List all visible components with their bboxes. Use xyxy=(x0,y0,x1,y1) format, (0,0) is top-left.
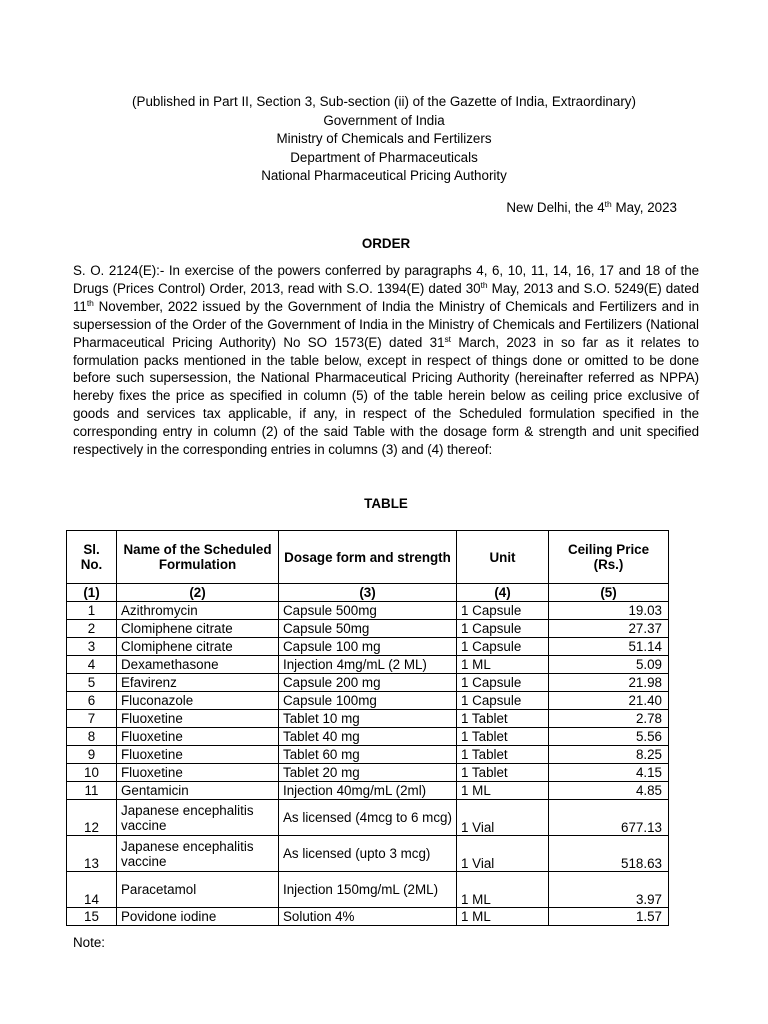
header-formulation: Name of the Scheduled Formulation xyxy=(117,531,279,584)
dosage-cell: As licensed (upto 3 mcg) xyxy=(279,836,457,872)
table-row xyxy=(67,710,669,728)
table-row xyxy=(67,800,669,836)
header-unit: Unit xyxy=(457,531,549,584)
document-header xyxy=(0,93,768,186)
formulation-cell: Fluconazole xyxy=(117,692,279,710)
unit-cell: 1 Capsule xyxy=(457,638,549,656)
dosage-cell: As licensed (4mcg to 6 mcg) xyxy=(279,800,457,836)
table-row xyxy=(67,692,669,710)
unit-cell: 1 Tablet xyxy=(457,728,549,746)
order-text-2: May, 2013 and S.O. 5249(E) dated 11 xyxy=(73,280,699,314)
price-cell: 27.37 xyxy=(549,620,669,638)
price-cell: 19.03 xyxy=(549,602,669,620)
dosage-cell: Capsule 50mg xyxy=(279,620,457,638)
publication-line: (Published in Part II, Section 3, Sub-section (ii) of the Gazette of India, Extraordinary) xyxy=(132,94,636,109)
sl-no-cell: 14 xyxy=(67,872,117,908)
col-number: (3) xyxy=(279,584,457,602)
sl-no-cell: 9 xyxy=(67,746,117,764)
table-row xyxy=(67,620,669,638)
unit-cell: 1 Capsule xyxy=(457,674,549,692)
dateline-prefix: New Delhi, the 4 xyxy=(506,200,605,215)
dosage-cell: Capsule 200 mg xyxy=(279,674,457,692)
dateline-suffix: May, 2023 xyxy=(611,200,677,215)
price-cell: 2.78 xyxy=(549,710,669,728)
formulation-cell: Fluoxetine xyxy=(117,728,279,746)
dosage-cell: Capsule 100 mg xyxy=(279,638,457,656)
formulation-cell: Fluoxetine xyxy=(117,710,279,728)
col-number: (2) xyxy=(117,584,279,602)
formulation-cell: Fluoxetine xyxy=(117,764,279,782)
sl-no-cell: 5 xyxy=(67,674,117,692)
sl-no-cell: 8 xyxy=(67,728,117,746)
formulation-cell: Clomiphene citrate xyxy=(117,638,279,656)
price-cell: 5.56 xyxy=(549,728,669,746)
unit-cell: 1 ML xyxy=(457,908,549,926)
ministry-line: Ministry of Chemicals and Fertilizers xyxy=(276,131,492,146)
table-row xyxy=(67,764,669,782)
price-cell: 51.14 xyxy=(549,638,669,656)
department-line: Department of Pharmaceuticals xyxy=(290,149,478,165)
formulation-cell: Dexamethasone xyxy=(117,656,279,674)
government-line: Government of India xyxy=(323,112,445,128)
sl-no-cell: 12 xyxy=(67,800,117,836)
order-sup-1: th xyxy=(480,279,488,290)
col-number: (5) xyxy=(549,584,669,602)
table-title: TABLE xyxy=(364,496,408,511)
sl-no-cell: 4 xyxy=(67,656,117,674)
price-cell: 4.85 xyxy=(549,782,669,800)
sl-no-cell: 2 xyxy=(67,620,117,638)
unit-cell: 1 Tablet xyxy=(457,746,549,764)
sl-no-cell: 3 xyxy=(67,638,117,656)
unit-cell: 1 Capsule xyxy=(457,620,549,638)
dosage-cell: Solution 4% xyxy=(279,908,457,926)
col-number: (1) xyxy=(67,584,117,602)
authority-line: National Pharmaceutical Pricing Authority xyxy=(261,168,507,183)
ceiling-price-table xyxy=(66,530,669,926)
column-number-row xyxy=(67,584,669,602)
order-sup-2: th xyxy=(86,297,94,308)
unit-cell: 1 Tablet xyxy=(457,764,549,782)
unit-cell: 1 Capsule xyxy=(457,692,549,710)
price-cell: 21.40 xyxy=(549,692,669,710)
table-row xyxy=(67,674,669,692)
price-cell: 21.98 xyxy=(549,674,669,692)
sl-no-cell: 6 xyxy=(67,692,117,710)
dosage-cell: Tablet 20 mg xyxy=(279,764,457,782)
order-paragraph xyxy=(73,262,699,459)
table-row xyxy=(67,908,669,926)
formulation-cell: Gentamicin xyxy=(117,782,279,800)
price-cell: 677.13 xyxy=(549,800,669,836)
order-title: ORDER xyxy=(361,236,411,251)
price-cell: 1.57 xyxy=(549,908,669,926)
unit-cell: 1 Vial xyxy=(457,800,549,836)
dateline xyxy=(506,200,677,215)
note-label: Note: xyxy=(73,935,106,950)
formulation-cell: Japanese encephalitis vaccine xyxy=(117,800,279,836)
dosage-cell: Tablet 10 mg xyxy=(279,710,457,728)
formulation-cell: Japanese encephalitis vaccine xyxy=(117,836,279,872)
table-row xyxy=(67,602,669,620)
header-sl-no: Sl. No. xyxy=(67,531,117,584)
header-ceiling-price: Ceiling Price (Rs.) xyxy=(549,531,669,584)
formulation-cell: Azithromycin xyxy=(117,602,279,620)
col-number: (4) xyxy=(457,584,549,602)
formulation-cell: Paracetamol xyxy=(117,872,279,908)
price-cell: 3.97 xyxy=(549,872,669,908)
formulation-cell: Fluoxetine xyxy=(117,746,279,764)
sl-no-cell: 1 xyxy=(67,602,117,620)
sl-no-cell: 11 xyxy=(67,782,117,800)
sl-no-cell: 7 xyxy=(67,710,117,728)
formulation-cell: Clomiphene citrate xyxy=(117,620,279,638)
order-text-4: March, 2023 in so far as it relates to formulation packs mentioned in the table below, except in respect of things done or omitted to be done before such supersession, the National Pharmaceutical Pricing Authority (hereinafter referred as NPPA) hereby fixes the price as specified in column (5) of the table herein below as ceiling price exclusive of goods and services tax applicable, if any, in respect of the Scheduled formulation specified in the corresponding entry in column (2) of the said Table with the dosage form & strength and unit specified respectively in the corresponding entries in columns (3) and (4) thereof: xyxy=(73,334,699,458)
price-cell: 8.25 xyxy=(549,746,669,764)
order-text-3: November, 2022 issued by the Government of India the Ministry of Chemicals and Fertilizers and in supersession of the Order of the Government of India in the Ministry of Chemicals and Fertilizers (National Pharmaceutical Pricing Authority) No SO 1573(E) dated 31 xyxy=(73,298,699,350)
table-row xyxy=(67,872,669,908)
table-row xyxy=(67,836,669,872)
table-row xyxy=(67,746,669,764)
dosage-cell: Injection 150mg/mL (2ML) xyxy=(279,872,457,908)
table-row xyxy=(67,638,669,656)
dosage-cell: Tablet 60 mg xyxy=(279,746,457,764)
order-sup-3: st xyxy=(444,333,451,344)
unit-cell: 1 ML xyxy=(457,872,549,908)
order-text-1: S. O. 2124(E):- In exercise of the powers conferred by paragraphs 4, 6, 10, 11, 14, 16, 17 and 18 of the Drugs (Prices Control) Order, 2013, read with S.O. 1394(E) dated 30 xyxy=(73,263,699,296)
unit-cell: 1 Capsule xyxy=(457,602,549,620)
price-cell: 4.15 xyxy=(549,764,669,782)
table-row xyxy=(67,728,669,746)
unit-cell: 1 Vial xyxy=(457,836,549,872)
formulation-cell: Efavirenz xyxy=(117,674,279,692)
unit-cell: 1 Tablet xyxy=(457,710,549,728)
sl-no-cell: 10 xyxy=(67,764,117,782)
table-row xyxy=(67,656,669,674)
dosage-cell: Injection 4mg/mL (2 ML) xyxy=(279,656,457,674)
header-dosage: Dosage form and strength xyxy=(279,531,457,584)
dosage-cell: Injection 40mg/mL (2ml) xyxy=(279,782,457,800)
table-header-row xyxy=(67,531,669,584)
formulation-cell: Povidone iodine xyxy=(117,908,279,926)
dosage-cell: Tablet 40 mg xyxy=(279,728,457,746)
table-row xyxy=(67,782,669,800)
unit-cell: 1 ML xyxy=(457,656,549,674)
unit-cell: 1 ML xyxy=(457,782,549,800)
dosage-cell: Capsule 500mg xyxy=(279,602,457,620)
sl-no-cell: 15 xyxy=(67,908,117,926)
dosage-cell: Capsule 100mg xyxy=(279,692,457,710)
price-cell: 518.63 xyxy=(549,836,669,872)
price-cell: 5.09 xyxy=(549,656,669,674)
sl-no-cell: 13 xyxy=(67,836,117,872)
dateline-sup: th xyxy=(604,199,612,209)
